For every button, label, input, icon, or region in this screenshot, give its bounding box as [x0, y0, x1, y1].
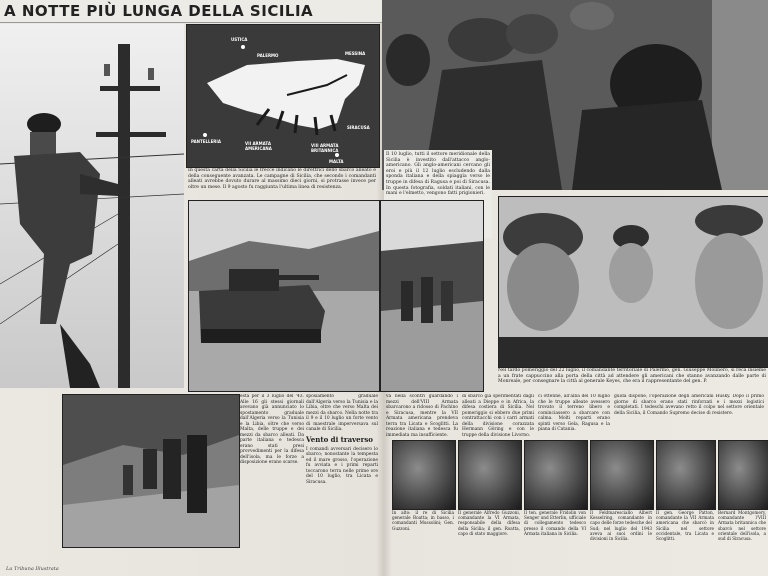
map-label-siracusa: SIRACUSA	[347, 125, 370, 130]
prisoners-caption: Il 10 luglio, tutti il settore meridionale della Sicilia è investito dall'attacco anglo-americano. Gli anglo-americani cercano gli eroi e più il 12 luglio escludendo dalla sponda italiana e della spiaggia verso le truppe in difesa di Ragusa e poi di Siracusa. In questa fotografia, soldati italiani, con le mani e l'elmetto, vengono fatti prigionieri.	[384, 150, 492, 238]
body-column-6: guida dispone, l'operazione degli americani Husky. Dopo il primo giorno di sbarco erano stati rinforzati e i mezzi logistici completati. I tedeschi avevano retto il colpo nel settore orientale della Sicilia, il Comando Supremo decise di resistere.	[614, 394, 764, 416]
body-column-5: ci ottenne, all'alba del 10 luglio che le truppe alleate avessero trovato il terreno libero e cominciassero a sbarcare con calma. Molti reparti erano spinti verso Gela, Ragusa e la piana di Catania.	[538, 394, 610, 432]
map-sicily	[186, 24, 380, 168]
photo-officers-palermo	[498, 196, 768, 368]
portrait-1	[392, 440, 456, 510]
map-label-pantelleria: PANTELLERIA	[191, 139, 221, 144]
portrait-4	[590, 440, 654, 510]
portrait-6-caption: Bernard Montgomery, comandante l'VIII Armata britannica che sbarcò nel settore orientale dell'isola, a sud di Siracusa.	[718, 510, 766, 542]
portrait-2	[458, 440, 522, 510]
portrait-3-caption: Il ten. generale Fridolin von Senger und Etterlin, ufficiale di collegamento tedesco presso il comando della VI Armata italiana in Sicilia.	[524, 510, 586, 536]
body-column-2-text-b: I comandi avversari decisero lo sbarco; nonostante la tempesta ed il mare grosso, l'operazione fu avviata e i primi reparti toccarono terra nelle prime ore del 10 luglio, tra Licata e Siracusa.	[306, 446, 378, 485]
body-column-3: va nella scontri guardando i mezzi dell'VIII Armata sbarcarono a ridosso di Pachino e Siracusa, mentre la VII Armata americana prendeva terra tra Licata e Scoglitti. La reazione italiana e tedesca fu immediata ma insufficiente.	[386, 394, 458, 438]
map-label-malta: MALTA	[329, 159, 344, 164]
map-label-ustica: USTICA	[231, 37, 248, 42]
road-troops-illustration	[381, 201, 483, 391]
officers-illustration	[499, 197, 768, 367]
photo-road-troops	[380, 200, 484, 392]
portrait-5	[656, 440, 716, 510]
portrait-3	[524, 440, 588, 510]
portrait-4-caption: Il Feldmaresciallo Albert Kesselring, comandante in capo delle forze tedesche del Sud; nel luglio del 1943 aveva ai suoi ordini le divisioni in Sicilia.	[590, 510, 652, 542]
body-column-2-text: sposiamento graduale dall'Algeria verso la Tunisia e la Libia, oltre che verso Malta dei mezzi da sbarco. Nella notte tra il 9 e il 10 luglio un forte vento di maestrale imperversava sul canale di Sicilia.	[306, 394, 378, 432]
photo-soldier-on-pole	[0, 24, 184, 388]
photo-tank-convoy	[188, 200, 380, 392]
footer-publication: La Tribuna Illustrata	[6, 566, 59, 572]
page-headline: A NOTTE PIÙ LUNGA DELLA SICILIA	[0, 0, 384, 23]
photo-mountain-march	[62, 394, 240, 548]
map-label-armata-britannica: VIII ARMATA BRITANNICA	[311, 143, 339, 153]
body-column-4: di sbarco già sperimentati dagli alleati a Dieppe e in Africa, la difesa costiera di Sicilia. Nel pomeriggio si ebbero due primi contrattacchi con i carri armati della divisione corazzata Hermann Göring e con le truppe della divisione Livorno.	[462, 394, 534, 438]
body-column-2	[306, 394, 378, 546]
officers-caption: Nel tardo pomeriggio del 22 luglio, il comandante territoriale di Palermo, gen. Giuseppe Molinero, si reca insieme a un frate cappuccino alla porta della città ad attendere gli americani che stanno avanzando dalle parte di Monreale, per consegnare la città al generale Keyes, che era il rappresentante del gen. P.	[498, 368, 766, 385]
map-label-messina: MESSINA	[345, 51, 366, 56]
portrait-5-caption: Il gen. George Patton, comandante la VII Armata americana che sbarcò in Sicilia nel settore occidentale, tra Licata e Scoglitti.	[656, 510, 714, 542]
mountain-march-illustration	[63, 395, 239, 547]
portrait-2-caption: Il generale Alfredo Guzzoni, comandante la VI Armata, responsabile della difesa della Sicilia; il gen. Roatta, capo di stato maggiore.	[458, 510, 520, 536]
portrait-1-caption: In alto: il re di Sicilia generale Roatta; in basso, i comandanti Mussolini; Gen. Guzzoni.	[392, 510, 454, 531]
portrait-6	[718, 440, 768, 510]
map-label-palermo: PALERMO	[257, 53, 279, 58]
soldier-pole-illustration	[0, 24, 184, 388]
map-label-armata-americana: VII ARMATA AMERICANA	[245, 141, 272, 151]
subhead-vento-di-traverso: Vento di traverso	[306, 434, 373, 444]
tank-illustration	[189, 201, 379, 391]
body-column-1: esta per il 3 luglio del '43. Alle 16 gli stessi giornali avevano già annunciato lo spostamento graduale dall'Algeria verso la Tunisia e la Libia, oltre che verso Malta, delle truppe e dei mezzi da sbarco alleati. Da parte italiana e tedesca erano stati presi provvedimenti per la difesa dell'isola, ma le forze a disposizione erano scarse.	[240, 394, 304, 465]
map-caption: In questa carta della Sicilia le frecce indicano le direttrici dello sbarco alleato e della conseguente avanzata. Le campagne di Sicilia, che secondo i comandanti alleati avrebbe dovuto durare al massimo dieci giorni, si protrasse invece per oltre un mese. Il 9 agosto fu raggiunta l'ultima linea di resistenza.	[188, 168, 376, 190]
